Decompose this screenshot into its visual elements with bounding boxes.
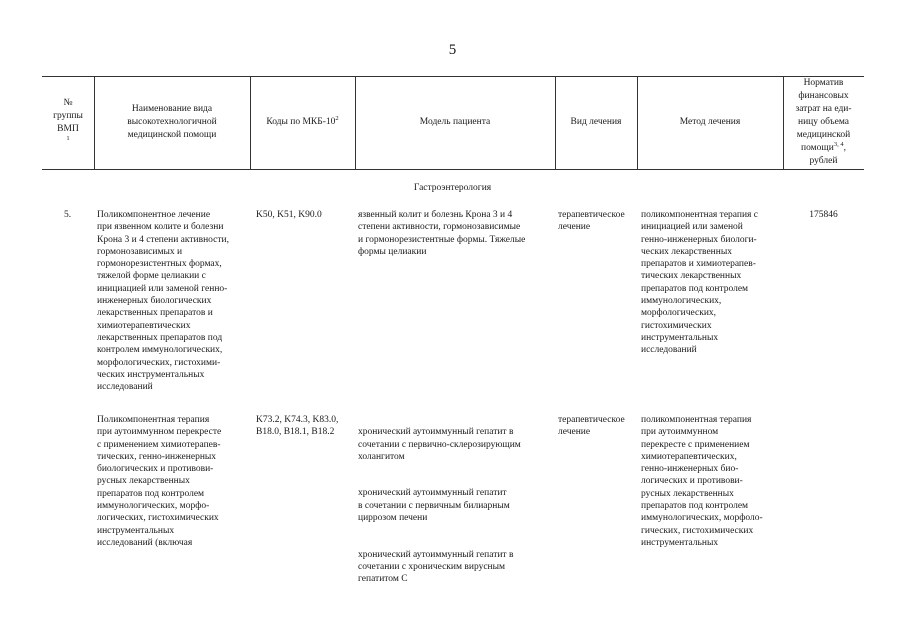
- row-1-cost-norm: 175846: [809, 210, 838, 220]
- row-2-name: Поликомпонентная терапия при аутоиммунном перекресте с применением химиотерапев- тических, генно-инженерных биологических и противови- русных лекарственных препаратов под контролем иммунологических, морфо- логических, гистохимических инструментальных исследований (включая: [97, 415, 222, 548]
- row-2-patient-model: [358, 414, 554, 598]
- header-cost-norm: Норматив финансовых затрат на еди- ницу объема медицинской помощи$^{3, 4}$, рублей: [795, 78, 852, 166]
- page-number: 5: [448, 42, 457, 58]
- row-1-group-number: 5.: [64, 210, 72, 220]
- header-patient-model: Модель пациента: [419, 117, 491, 127]
- row-1-codes: K50, K51, K90.0: [256, 210, 322, 220]
- header-treatment-type: Вид лечения: [570, 117, 622, 127]
- header-name: Наименование вида высокотехнологичной медицинской помощи: [127, 104, 217, 140]
- row-2-treatment-type: терапевтическое лечение: [558, 415, 625, 438]
- header-treatment-method: Метод лечения: [679, 117, 741, 127]
- row-1-treatment-method: поликомпонентная терапия с инициацией или заменой генно-инженерных биологи- ческих лекарственных препаратов и химиотерапев- тических лекарственных препаратов под контролем иммунологических, морфологических, гистохимических инструментальных исследований: [641, 210, 759, 356]
- header-icd-codes: Коды по МКБ-$10^2$: [266, 114, 339, 127]
- row-2-treatment-method: поликомпонентная терапия при аутоиммунном перекресте с применением химиотерапевтических, генно-инженерных био- логических и противови- русных лекарственных препаратов под контролем иммунологических, морфоло- гических, гистохимических инструментальных: [641, 415, 763, 548]
- patient-model-item: хронический аутоиммунный гепатит в сочетании с первично-склерозирующим холангитом: [358, 427, 521, 462]
- header-group-number: № группы ВМП $^1$: [53, 97, 83, 142]
- row-1-name: Поликомпонентное лечение при язвенном колите и болезни Крона 3 и 4 степени активности, гормонозависимых и гормонорезистентных формах, тяжелой форме целиакии с инициацией или заменой генно- инженерных биологических лекарственных препаратов и химиотерапевтических лекарственных препаратов под контролем иммунологических, морфологических, гистохими- ческих инструментальных исследований: [97, 210, 229, 393]
- row-1-treatment-type: терапевтическое лечение: [558, 210, 625, 233]
- row-2-codes: K73.2, K74.3, K83.0, B18.0, B18.1, B18.2: [256, 415, 339, 438]
- patient-model-item: хронический аутоиммунный гепатит в сочетании с первичным билиарным циррозом печени: [358, 488, 510, 524]
- header-bottom-border: [42, 169, 864, 170]
- section-title: Гастроэнтерология: [413, 183, 492, 193]
- row-1-patient-model: язвенный колит и болезнь Крона 3 и 4 степени активности, гормонозависимые и гормонорезистентные формы. Тяжелые формы целиакии: [358, 210, 526, 257]
- patient-model-item: хронический аутоиммунный гепатит в сочетании с хроническим вирусным гепатитом С: [358, 549, 514, 585]
